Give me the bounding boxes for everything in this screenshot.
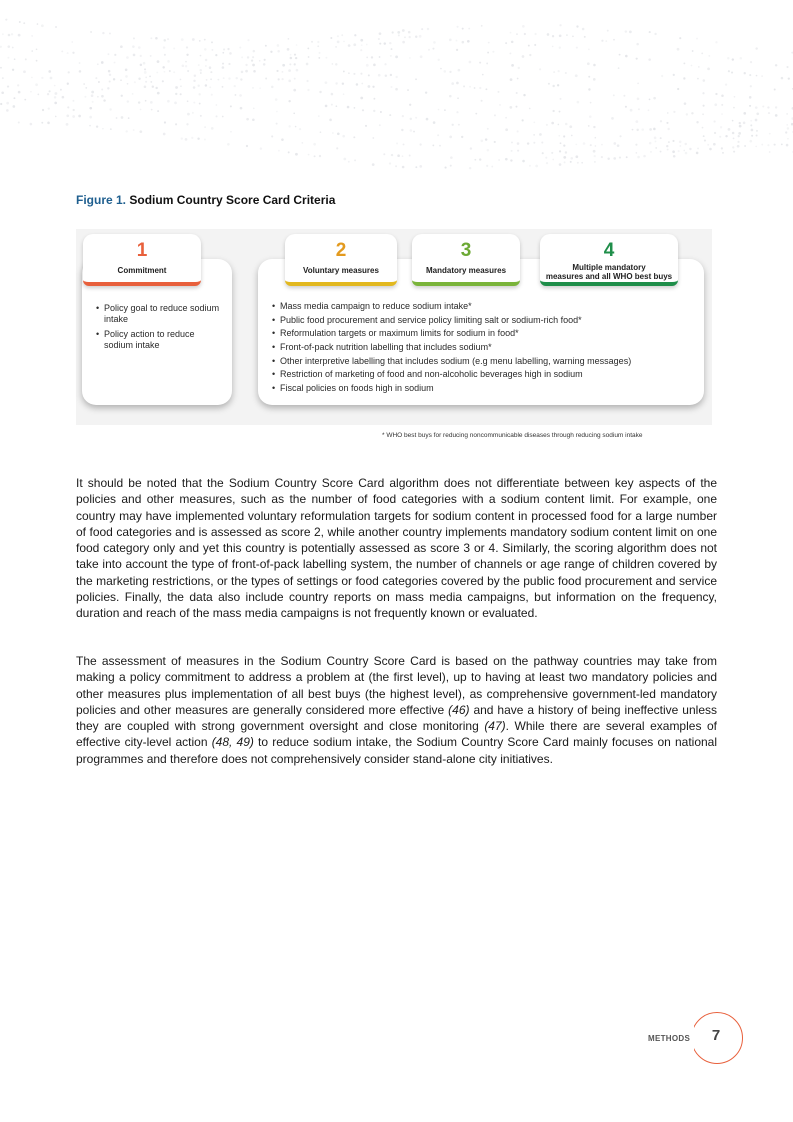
list-item: • Restriction of marketing of food and non-alcoholic beverages high in sodium: [272, 369, 700, 380]
score-number: 3: [460, 240, 472, 261]
citation: (47): [484, 719, 506, 734]
commitment-bullet-list: [96, 303, 224, 355]
figure-title: Sodium Country Score Card Criteria: [129, 193, 336, 207]
list-item: • Reformulation targets or maximum limits for sodium in food*: [272, 328, 700, 339]
score-label-line1: Multiple mandatory: [572, 263, 646, 272]
figure-footnote: * WHO best buys for reducing noncommunicable diseases through reducing sodium intake: [382, 432, 643, 439]
score-tab-voluntary: [285, 234, 397, 286]
score-card-figure: [76, 229, 712, 425]
score-label-line2: measures and all WHO best buys: [545, 272, 673, 281]
paragraph-text: . While there are several examples of effective city-level action: [76, 719, 717, 750]
score-label: Commitment: [117, 266, 167, 275]
list-item: • Policy goal to reduce sodium intake: [96, 303, 224, 325]
score-number: 1: [136, 240, 148, 261]
measures-bullet-list: [272, 301, 700, 397]
score-label: Mandatory measures: [425, 266, 507, 275]
paragraph-text: The assessment of measures in the Sodium Country Score Card is based on the pathway countries may take from making a policy commitment to address a problem at (the first level), up to having at least two mandatory policies and other measures plus implementation of all best buys (the highest level), as comprehensive government-led mandatory policies and other measures are generally considered more effective: [76, 654, 717, 717]
decorative-dot-pattern: [0, 0, 793, 175]
list-item: • Front-of-pack nutrition labelling that includes sodium*: [272, 342, 700, 353]
paragraph-text: and have a history of being ineffective unless they are coupled with strong government oversight and close monitoring: [76, 702, 717, 734]
list-item: • Other interpretive labelling that includes sodium (e.g menu labelling, warning messages): [272, 356, 700, 367]
figure-number: Figure 1.: [76, 193, 127, 207]
score-tab-commitment: [83, 234, 201, 286]
score-tab-multiple: [540, 234, 678, 286]
list-item: • Mass media campaign to reduce sodium intake*: [272, 301, 700, 312]
citation: (46): [448, 702, 470, 717]
list-item: • Fiscal policies on foods high in sodium: [272, 383, 700, 394]
section-label: METHODS: [648, 1034, 691, 1043]
score-number: 4: [603, 240, 615, 261]
page-number: 7: [711, 1027, 721, 1044]
list-item: • Public food procurement and service policy limiting salt or sodium-rich food*: [272, 315, 700, 326]
figure-caption: [76, 193, 335, 207]
body-paragraph-1: It should be noted that the Sodium Country Score Card algorithm does not differentiate between key aspects of the policies and other measures, such as the number of food categories with a sodium content limit. For example, one country may have implemented voluntary reformulation targets for sodium content in processed food for a large number of food categories and is assessed as score 2, while another country implements mandatory sodium content limit on one food category only and yet this country is potentially assessed as score 3 or 4. Similarly, the scoring algorithm does not take into account the type of front-of-pack labelling system, the number of channels or age range of children covered by the marketing restrictions, or the types of settings or food categories covered by the public food procurement and service policies. Finally, the data also include country reports on mass media campaigns, but information on the frequency, duration and reach of the mass media campaigns is not frequently known or evaluated.: [76, 476, 717, 621]
score-label: Voluntary measures: [303, 266, 379, 275]
body-paragraph-2: [76, 653, 717, 767]
score-number: 2: [335, 240, 347, 261]
score-tab-mandatory: [412, 234, 520, 286]
list-item: • Policy action to reduce sodium intake: [96, 329, 224, 351]
paragraph-text: to reduce sodium intake, the Sodium Country Score Card mainly focuses on national programmes and therefore does not comprehensively consider stand-alone city initiatives.: [76, 735, 718, 766]
citation: (48, 49): [211, 735, 254, 750]
